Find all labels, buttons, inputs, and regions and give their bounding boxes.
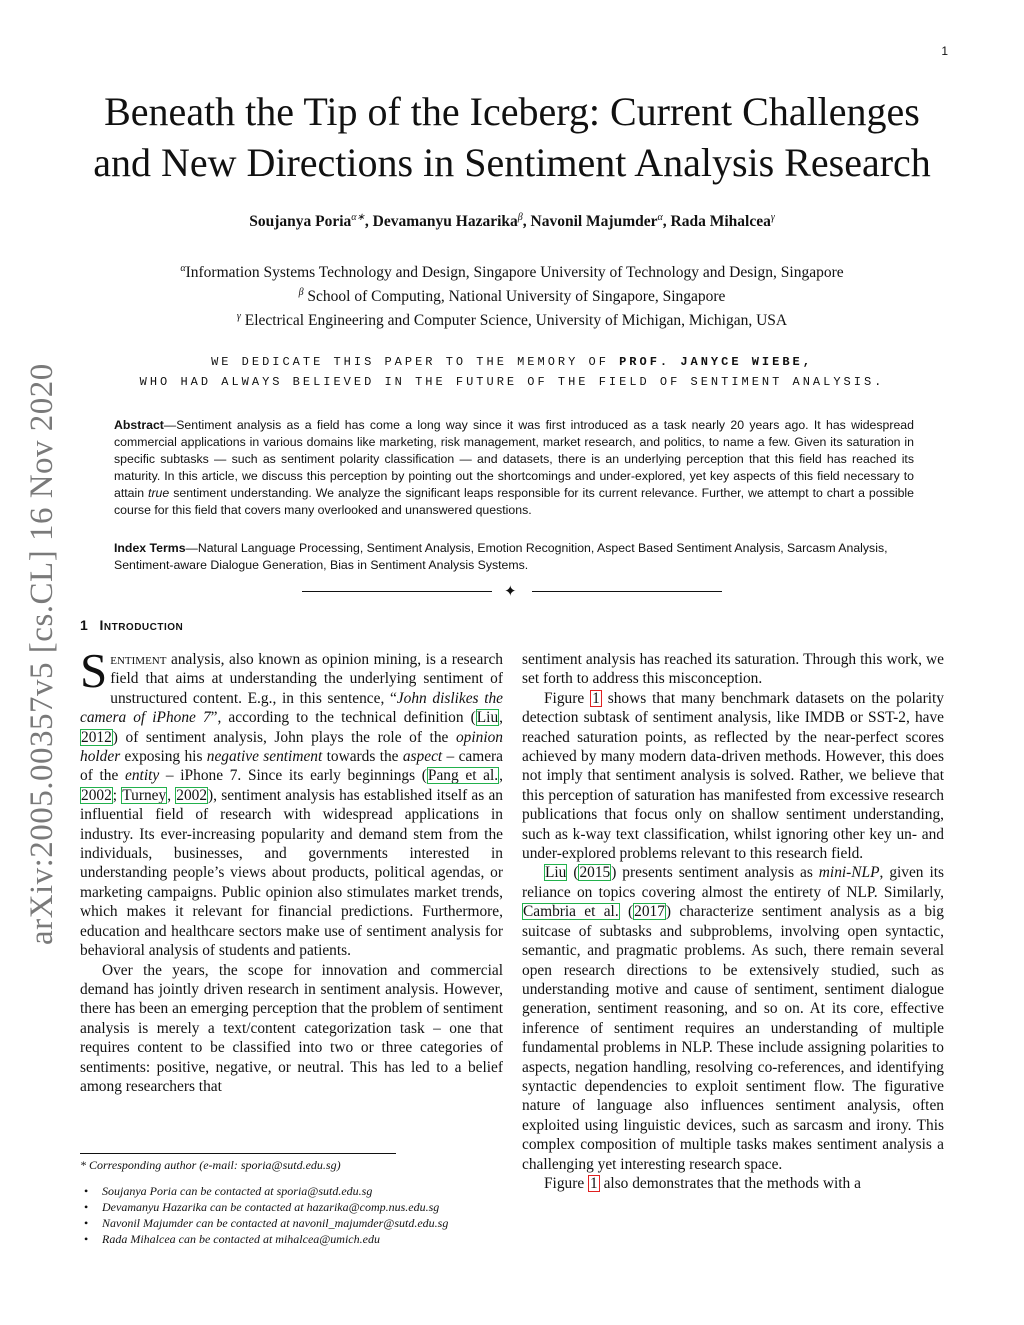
body-text: ) of sentiment analysis, John plays the role of the <box>112 728 456 746</box>
body-text: , given its reliance on topics covering almost the entirety of NLP. Similarly, <box>522 864 944 901</box>
body-text: Figure <box>544 1174 589 1192</box>
author-list <box>80 212 944 231</box>
affiliation-mark: α <box>180 263 186 274</box>
index-terms <box>114 540 914 574</box>
affiliation-line <box>80 259 944 283</box>
dedication-line-1 <box>80 352 944 372</box>
title-line-1: Beneath the Tip of the Iceberg: Current Challenges <box>104 89 920 134</box>
paragraph <box>522 689 944 864</box>
body-text: – camera of the <box>80 748 504 785</box>
citation-link[interactable]: Cambria et al. <box>523 903 619 921</box>
body-text: shows that many benchmark datasets on the polarity detection subtask of sentiment analysis, like IMDB or SST-2, have reached saturation points, as reflected by the near-perfect scores achieved by many modern data-driven methods. However, this does not imply that sentiment analysis is solved. Rather, we believe that this perception of saturation has manifested from excessive research publications that focus only on shallow sentiment understanding, such as k-way text classification, whilst ignoring other key un- and under-explored problems relevant to this research field. <box>522 689 944 863</box>
footnotes <box>80 1157 520 1247</box>
dedication-name: PROF. JANYCE WIEBE, <box>619 355 813 369</box>
drop-cap: S <box>80 643 108 698</box>
abstract <box>114 417 914 519</box>
citation-link[interactable]: Pang et al. <box>427 767 499 785</box>
figure-reference-link[interactable]: 1 <box>592 689 600 707</box>
affiliation-mark: γ <box>236 311 241 323</box>
abstract-text: —Sentiment analysis as a field has come a long way since it was first introduced as a task nearly 20 years ago. It has widespread commercial applications in various domains like marketing, risk management, market research, and politics, to name a few. Given its saturation in specific subtasks — such as sentiment polarity classification — and datasets, there is an underlying perception that this field has reached its maturity. In this article, we discuss this perception by pointing out the shortcomings and under-explored, yet key aspects of this field necessary to attain <box>114 418 914 500</box>
section-divider <box>302 582 722 603</box>
example-sentence: John dislikes the camera of iPhone 7 <box>80 689 503 727</box>
smallcaps-word: entiment <box>110 651 167 668</box>
body-text: ), sentiment analysis has established itself as an influential field of research with widespread applications in industry. Its ever-increasing popularity and demand stem from the individuals, businesses, and governments interested in understanding people’s views about products, political agendas, or marketing campaigns. Public opinion also stimulates market trends, which makes it relevant for financial predictions. Furthermore, education and healthcare sectors make use of sentiment analysis for behavioral analysis of students and patients. <box>80 786 504 960</box>
body-text: ( <box>567 864 579 882</box>
term-emphasis: opinion holder <box>80 728 503 766</box>
dedication-line-2: WHO HAD ALWAYS BELIEVED IN THE FUTURE OF THE FIELD OF SENTIMENT ANALYSIS. <box>139 375 885 389</box>
citation-link[interactable]: Liu <box>545 864 567 882</box>
paragraph: sentiment analysis has reached its saturation. Through this work, we set forth to address this misconception. <box>522 651 944 688</box>
body-text: analysis, also known as opinion mining, is a research field that aims at understanding the underlying sentiment of unstructured content. E.g., in this sentence, “ <box>110 651 503 707</box>
dedication <box>80 352 944 392</box>
section-title: Introduction <box>99 617 184 633</box>
body-text: ) characterize sentiment analysis as a big suitcase of subtasks and subproblems, involving open syntactic, semantic, and pragmatic problems. As such, there remain several open research directions to be extensively studied, such as understanding motive and cause of sentiment, sentiment dialogue generation, sentiment reasoning, and so on. At its core, effective inference of sentiment requires an understanding of multiple fundamental problems in NLP. These include assigning polarities to aspects, negation handling, resolving co-references, and identifying syntactic dependencies to exploit sentiment flow. The figurative nature of language also influences sentiment analysis, often exploited using linguistic devices, such as sarcasm and irony. This complex composition of multiple tasks makes sentiment analysis a challenging yet interesting research space. <box>522 903 944 1173</box>
divider-diamond-icon: ✦ <box>504 582 517 600</box>
paragraph <box>522 863 944 1174</box>
body-column-left <box>80 643 504 1096</box>
term-emphasis: entity <box>125 767 160 785</box>
affiliations <box>80 259 944 331</box>
author-separator: , <box>662 213 671 231</box>
author-name: Devamanyu Hazarika <box>372 213 518 231</box>
body-text: , <box>167 786 176 804</box>
title-line-2: and New Directions in Sentiment Analysis Research <box>93 140 931 185</box>
index-terms-label: Index Terms <box>114 541 186 555</box>
term-emphasis: aspect <box>402 748 443 766</box>
affiliation-mark: β <box>298 287 304 299</box>
abstract-emphasis: true <box>148 486 170 500</box>
contact-item: • Navonil Majumder can be contacted at navonil_majumder@sutd.edu.sg <box>102 1215 520 1231</box>
footnote-rule <box>80 1153 396 1154</box>
citation-link[interactable]: 2015 <box>579 864 611 882</box>
body-text: ) presents sentiment analysis as <box>611 864 819 882</box>
corresponding-author-note: * Corresponding author (e-mail: sporia@sutd.edu.sg) <box>80 1158 341 1172</box>
body-text: ”, according to the technical definition ( <box>210 709 476 727</box>
author-name: Soujanya Poria <box>249 213 352 231</box>
divider-rule-left <box>302 591 492 592</box>
figure-reference-link[interactable]: 1 <box>590 1174 598 1192</box>
index-terms-text: —Natural Language Processing, Sentiment Analysis, Emotion Recognition, Aspect Based Sentiment Analysis, Sarcasm Analysis, Sentiment-aware Dialogue Generation, Bias in Sentiment Analysis Systems. <box>114 541 888 572</box>
arxiv-id[interactable]: arXiv:2005.00357v5 [cs.CL] 16 Nov 2020 <box>24 363 60 945</box>
body-text: – iPhone 7. Since its early beginnings ( <box>159 767 427 785</box>
abstract-label: Abstract <box>114 418 164 432</box>
body-text: ; <box>112 786 122 804</box>
affiliation-text: Information Systems Technology and Design, Singapore University of Technology and Design, Singapore <box>185 264 844 282</box>
paragraph <box>80 643 504 961</box>
page-number: 1 <box>941 44 948 58</box>
citation-link[interactable]: 2017 <box>634 903 665 921</box>
body-text: exposing his <box>120 748 207 766</box>
citation-link[interactable]: Turney <box>122 786 167 804</box>
term-emphasis: negative sentiment <box>206 748 323 766</box>
abstract-text: sentiment understanding. We analyze the significant leaps responsible for its current relevance. Further, we attempt to chart a possible course for this field that covers many overlooked and unanswered questions. <box>114 486 915 517</box>
contact-item: • Soujanya Poria can be contacted at sporia@sutd.edu.sg <box>102 1183 520 1199</box>
contact-list <box>80 1183 520 1247</box>
body-text: , <box>499 709 503 727</box>
paragraph <box>522 1174 944 1193</box>
body-column-right <box>522 650 944 1193</box>
paper-title <box>60 86 964 188</box>
affiliation-line <box>80 307 944 331</box>
author-separator: , <box>522 213 531 231</box>
author-mark: α∗ <box>351 212 365 223</box>
arxiv-stamp <box>18 350 66 945</box>
citation-link[interactable]: 2002 <box>81 786 112 804</box>
dedication-prefix: WE DEDICATE THIS PAPER TO THE MEMORY OF <box>211 355 620 369</box>
author-mark: γ <box>770 212 775 223</box>
citation-link[interactable]: Liu <box>476 709 499 727</box>
affiliation-line <box>80 283 944 307</box>
section-number: 1 <box>80 617 88 633</box>
body-text: also demonstrates that the methods with a <box>599 1174 861 1192</box>
author-mark: β <box>517 212 523 223</box>
affiliation-text: Electrical Engineering and Computer Science, University of Michigan, Michigan, USA <box>240 312 788 330</box>
citation-link[interactable]: 2012 <box>81 728 112 746</box>
contact-item: • Devamanyu Hazarika can be contacted at hazarika@comp.nus.edu.sg <box>102 1199 520 1215</box>
paragraph: Over the years, the scope for innovation and commercial demand has jointly driven research in sentiment analysis. However, there has been an emerging perception that the problem of sentiment analysis is merely a text/content categorization task – one that requires content to be classified into two or three categories of sentiments: positive, negative, or neutral. This has led to a belief among researchers that <box>80 961 503 1095</box>
citation-link[interactable]: 2002 <box>176 786 208 804</box>
body-text: ( <box>619 903 634 921</box>
term-emphasis: mini-NLP <box>818 864 880 882</box>
author-mark: α <box>657 212 663 223</box>
body-text: , <box>499 767 503 785</box>
affiliation-text: School of Computing, National University of Singapore, Singapore <box>303 288 726 306</box>
section-heading <box>80 617 183 633</box>
author-name: Navonil Majumder <box>530 213 658 231</box>
body-text: Figure <box>544 689 591 707</box>
author-name: Rada Mihalcea <box>670 213 771 231</box>
body-text: towards the <box>322 748 403 766</box>
author-separator: , <box>364 213 373 231</box>
divider-rule-right <box>532 591 722 592</box>
contact-item: • Rada Mihalcea can be contacted at mihalcea@umich.edu <box>102 1231 520 1247</box>
